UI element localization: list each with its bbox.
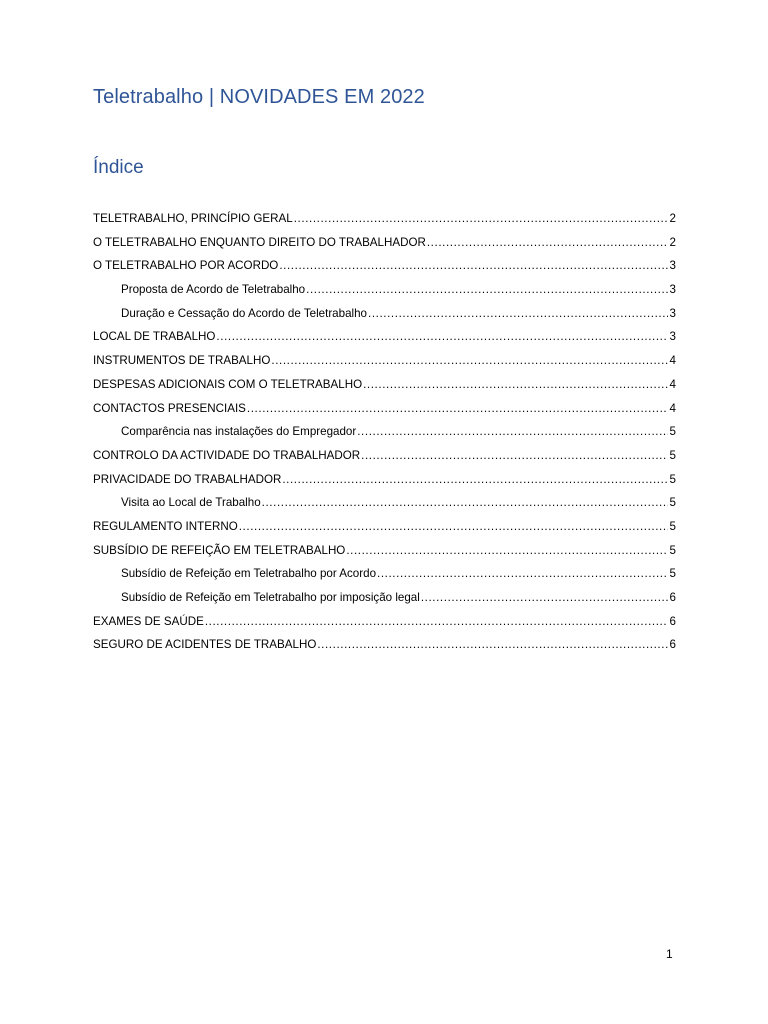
toc-dot-leader (262, 491, 668, 515)
toc-dot-leader (216, 325, 667, 349)
toc-entry-page: 3 (669, 330, 676, 344)
toc-entry-page: 3 (669, 283, 676, 297)
table-of-contents (93, 207, 676, 657)
toc-entry-page: 6 (669, 614, 676, 628)
toc-entry-page: 5 (669, 543, 676, 557)
toc-entry-10[interactable] (93, 444, 676, 468)
toc-entry-12[interactable] (93, 491, 676, 515)
toc-entry-13[interactable] (93, 515, 676, 539)
toc-entry-page: 4 (669, 377, 676, 391)
toc-entry-3[interactable] (93, 278, 676, 302)
toc-entry-page: 3 (669, 259, 676, 273)
toc-entry-4[interactable] (93, 302, 676, 326)
toc-entry-label: DESPESAS ADICIONAIS COM O TELETRABALHO (93, 377, 363, 391)
toc-entry-label: Proposta de Acordo de Teletrabalho (121, 283, 306, 297)
page-number: 1 (666, 947, 673, 961)
toc-dot-leader (294, 207, 668, 231)
toc-entry-7[interactable] (93, 373, 676, 397)
toc-entry-label: CONTACTOS PRESENCIAIS (93, 401, 246, 415)
toc-entry-label: Subsídio de Refeição em Teletrabalho por imposição legal (121, 591, 420, 604)
toc-entry-6[interactable] (93, 349, 676, 373)
toc-dot-leader (317, 633, 667, 657)
toc-entry-page: 5 (669, 496, 676, 510)
toc-entry-label: TELETRABALHO, PRINCÍPIO GERAL (93, 212, 293, 225)
toc-dot-leader (363, 373, 667, 397)
toc-entry-page: 5 (669, 448, 676, 462)
toc-heading: Índice (93, 157, 144, 178)
toc-entry-label: CONTROLO DA ACTIVIDADE DO TRABALHADOR (93, 448, 361, 462)
toc-entry-label: SUBSÍDIO DE REFEIÇÃO EM TELETRABALHO (93, 543, 346, 557)
toc-entry-18[interactable] (93, 633, 676, 657)
document-title: Teletrabalho | NOVIDADES EM 2022 (93, 86, 425, 108)
toc-dot-leader (427, 231, 668, 255)
toc-dot-leader (368, 302, 668, 326)
toc-entry-17[interactable] (93, 610, 676, 634)
toc-entry-8[interactable] (93, 397, 676, 421)
toc-entry-14[interactable] (93, 539, 676, 563)
toc-entry-label: O TELETRABALHO POR ACORDO (93, 259, 279, 273)
toc-entry-label: Duração e Cessação do Acordo de Teletrabalho (121, 306, 367, 320)
toc-entry-page: 5 (669, 567, 676, 581)
toc-dot-leader (357, 420, 667, 444)
toc-entry-5[interactable] (93, 325, 676, 349)
toc-dot-leader (282, 468, 667, 492)
toc-entry-15[interactable] (93, 562, 676, 586)
toc-entry-page: 5 (669, 425, 676, 439)
toc-entry-16[interactable] (93, 586, 676, 610)
toc-entry-page: 2 (669, 212, 676, 225)
toc-entry-label: LOCAL DE TRABALHO (93, 330, 216, 344)
toc-entry-label: Subsídio de Refeição em Teletrabalho por Acordo (121, 567, 377, 581)
toc-entry-page: 3 (669, 306, 676, 320)
toc-entry-11[interactable] (93, 468, 676, 492)
toc-dot-leader (377, 562, 668, 586)
toc-entry-page: 5 (669, 519, 676, 533)
toc-entry-label: SEGURO DE ACIDENTES DE TRABALHO (93, 638, 317, 652)
toc-dot-leader (239, 515, 668, 539)
toc-entry-label: PRIVACIDADE DO TRABALHADOR (93, 472, 282, 486)
toc-entry-1[interactable] (93, 231, 676, 255)
toc-dot-leader (306, 278, 667, 302)
toc-entry-page: 6 (669, 591, 676, 604)
toc-dot-leader (421, 586, 668, 610)
toc-dot-leader (361, 444, 667, 468)
toc-entry-label: EXAMES DE SAÚDE (93, 614, 204, 628)
toc-entry-label: REGULAMENTO INTERNO (93, 519, 238, 533)
toc-entry-page: 4 (669, 401, 676, 415)
toc-entry-page: 6 (669, 638, 676, 652)
toc-entry-label: Visita ao Local de Trabalho (121, 496, 261, 510)
toc-dot-leader (279, 254, 667, 278)
toc-dot-leader (346, 539, 667, 563)
toc-dot-leader (271, 349, 667, 373)
toc-entry-page: 5 (669, 472, 676, 486)
toc-entry-page: 2 (669, 235, 676, 249)
toc-dot-leader (247, 397, 668, 421)
toc-entry-label: INSTRUMENTOS DE TRABALHO (93, 354, 271, 368)
toc-entry-page: 4 (669, 354, 676, 368)
toc-entry-2[interactable] (93, 254, 676, 278)
toc-entry-label: Comparência nas instalações do Empregador (121, 425, 357, 439)
toc-entry-label: O TELETRABALHO ENQUANTO DIREITO DO TRABALHADOR (93, 235, 426, 249)
toc-dot-leader (205, 610, 668, 634)
toc-entry-9[interactable] (93, 420, 676, 444)
toc-entry-0[interactable] (93, 207, 676, 231)
